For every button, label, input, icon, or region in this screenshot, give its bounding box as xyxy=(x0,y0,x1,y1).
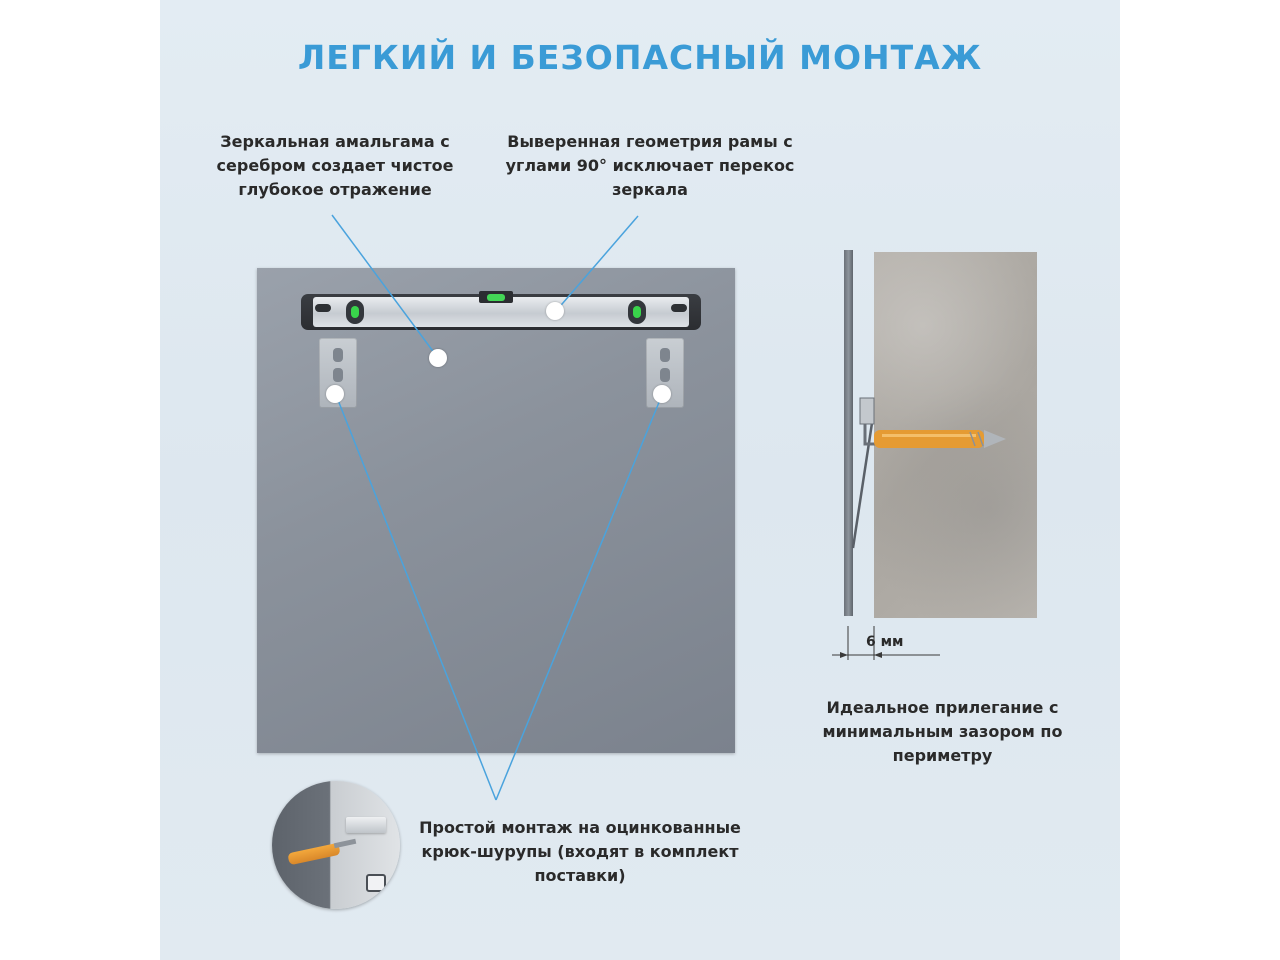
marker-hook-left xyxy=(326,385,344,403)
wall-dowel-icon xyxy=(820,248,1060,668)
marker-geometry xyxy=(546,302,564,320)
callout-line-mount-left xyxy=(336,395,496,800)
wall-profile xyxy=(820,248,1060,668)
gap-label: 6 мм xyxy=(866,634,904,650)
callout-line-mount-right xyxy=(496,395,662,800)
marker-amalgam xyxy=(429,349,447,367)
caption-fit: Идеальное прилегание с минимальным зазором по периметру xyxy=(822,698,1063,765)
infographic-panel xyxy=(160,0,1120,960)
caption-amalgam: Зеркальная амальгама с серебром создает чистое глубокое отражение xyxy=(216,132,454,199)
marker-hook-right xyxy=(653,385,671,403)
caption-geometry: Выверенная геометрия рамы с углами 90° исключает перекос зеркала xyxy=(505,132,795,199)
caption-mounting: Простой монтаж на оцинкованные крюк-шурупы (входят в комплект поставки) xyxy=(419,818,741,885)
callout-line-geometry xyxy=(556,216,638,311)
callout-line-amalgam xyxy=(332,215,438,358)
hook-screw-icon xyxy=(272,781,400,909)
page-title: ЛЕГКИЙ И БЕЗОПАСНЫЙ МОНТАЖ xyxy=(297,38,983,77)
